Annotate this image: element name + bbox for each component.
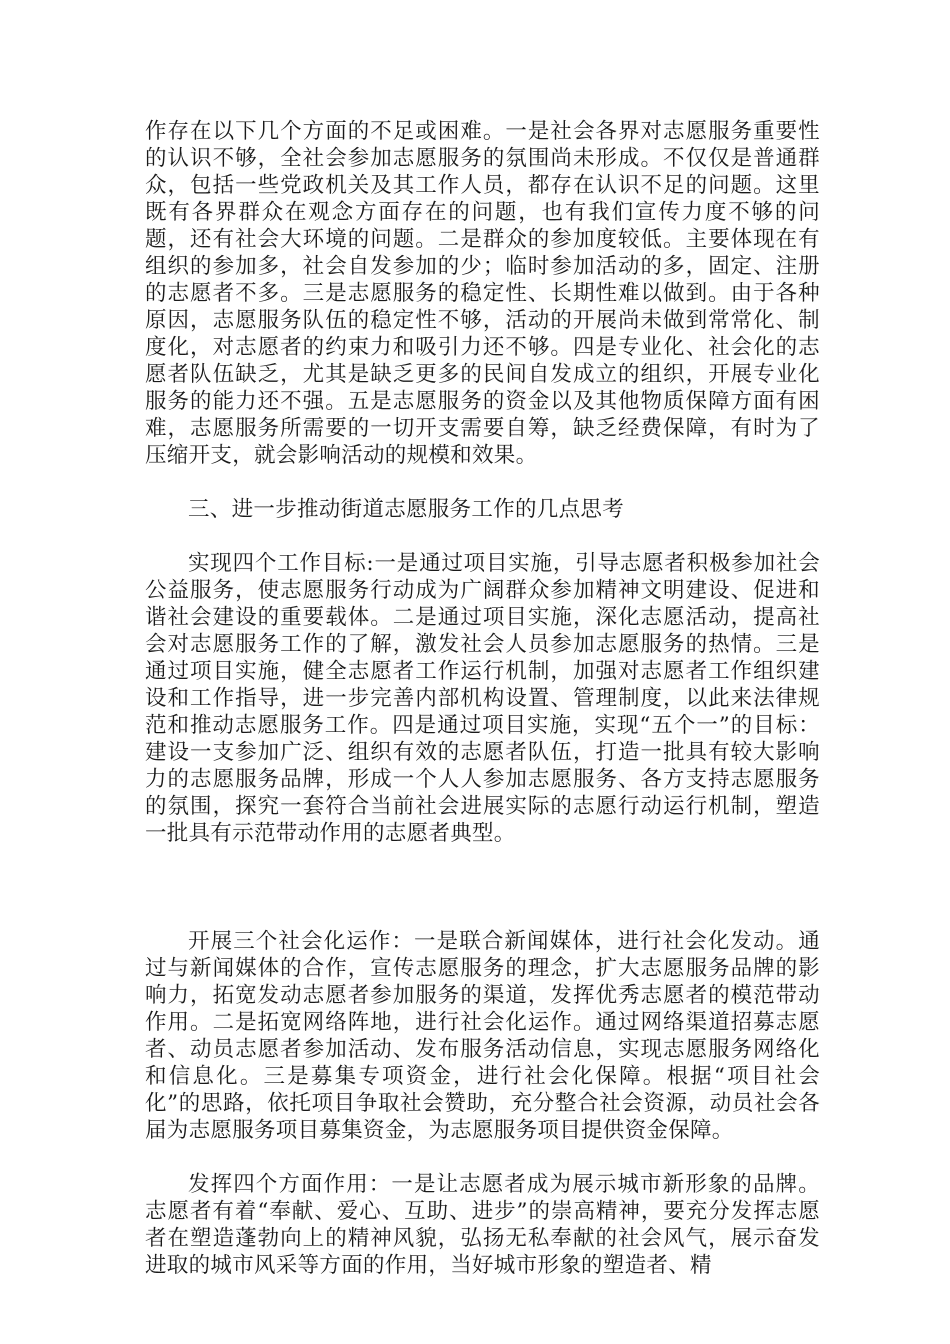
paragraph-four-goals: 实现四个工作目标:一是通过项目实施，引导志愿者积极参加社会公益服务，使志愿服务行动成为广阔群众参加精神文明建设、促进和谐社会建设的重要载体。二是通过项目实施，深化志愿活动，提高社会对志愿服务工作的了解，激发社会人员参加志愿服务的热情。三是通过项目实施，健全志愿者工作运行机制，加强对志愿者工作组织建设和工作指导，进一步完善内部机构设置、管理制度，以此来法律规范和推动志愿服务工作。四是通过项目实施，实现“五个一”的目标：建设一支参加广泛、组织有效的志愿者队伍，打造一批具有较大影响力的志愿服务品牌，形成一个人人参加志愿服务、各方支持志愿服务的氛围，探究一套符合当前社会进展实际的志愿行动运行机制，塑造一批具有示范带动作用的志愿者典型。 (145, 551, 820, 846)
document-page (145, 118, 820, 1279)
section-heading: 三、进一步推动街道志愿服务工作的几点思考 (188, 497, 625, 522)
paragraph-difficulties: 作存在以下几个方面的不足或困难。一是社会各界对志愿服务重要性的认识不够，全社会参加志愿服务的氛围尚未形成。不仅仅是普通群众，包括一些党政机关及其工作人员，都存在认识不足的问题。这里既有各界群众在观念方面存在的问题，也有我们宣传力度不够的问题，还有社会大环境的问题。二是群众的参加度较低。主要体现在有组织的参加多，社会自发参加的少；临时参加活动的多，固定、注册的志愿者不多。三是志愿服务的稳定性、长期性难以做到。由于各种原因，志愿服务队伍的稳定性不够，活动的开展尚未做到常常化、制度化，对志愿者的约束力和吸引力还不够。四是专业化、社会化的志愿者队伍缺乏，尤其是缺乏更多的民间自发成立的组织，开展专业化服务的能力还不强。五是志愿服务的资金以及其他物质保障方面有困难，志愿服务所需要的一切开支需要自筹，缺乏经费保障，有时为了压缩开支，就会影响活动的规模和效果。 (145, 119, 820, 468)
paragraph-four-roles: 发挥四个方面作用：一是让志愿者成为展示城市新形象的品牌。志愿者有着“奉献、爱心、互助、进步”的崇高精神，要充分发挥志愿者在塑造蓬勃向上的精神风貌，弘扬无私奉献的社会风气，展示奋发进取的城市风采等方面的作用，当好城市形象的塑造者、精 (145, 1172, 820, 1278)
paragraph-three-operations: 开展三个社会化运作：一是联合新闻媒体，进行社会化发动。通过与新闻媒体的合作，宣传志愿服务的理念，扩大志愿服务品牌的影响力，拓宽发动志愿者参加服务的渠道，发挥优秀志愿者的模范带动作用。二是拓宽网络阵地，进行社会化运作。通过网络渠道招募志愿者、动员志愿者参加活动、发布服务活动信息，实现志愿服务网络化和信息化。三是募集专项资金，进行社会化保障。根据“项目社会化”的思路，依托项目争取社会赞助，充分整合社会资源，动员社会各届为志愿服务项目募集资金，为志愿服务项目提供资金保障。 (145, 929, 820, 1143)
